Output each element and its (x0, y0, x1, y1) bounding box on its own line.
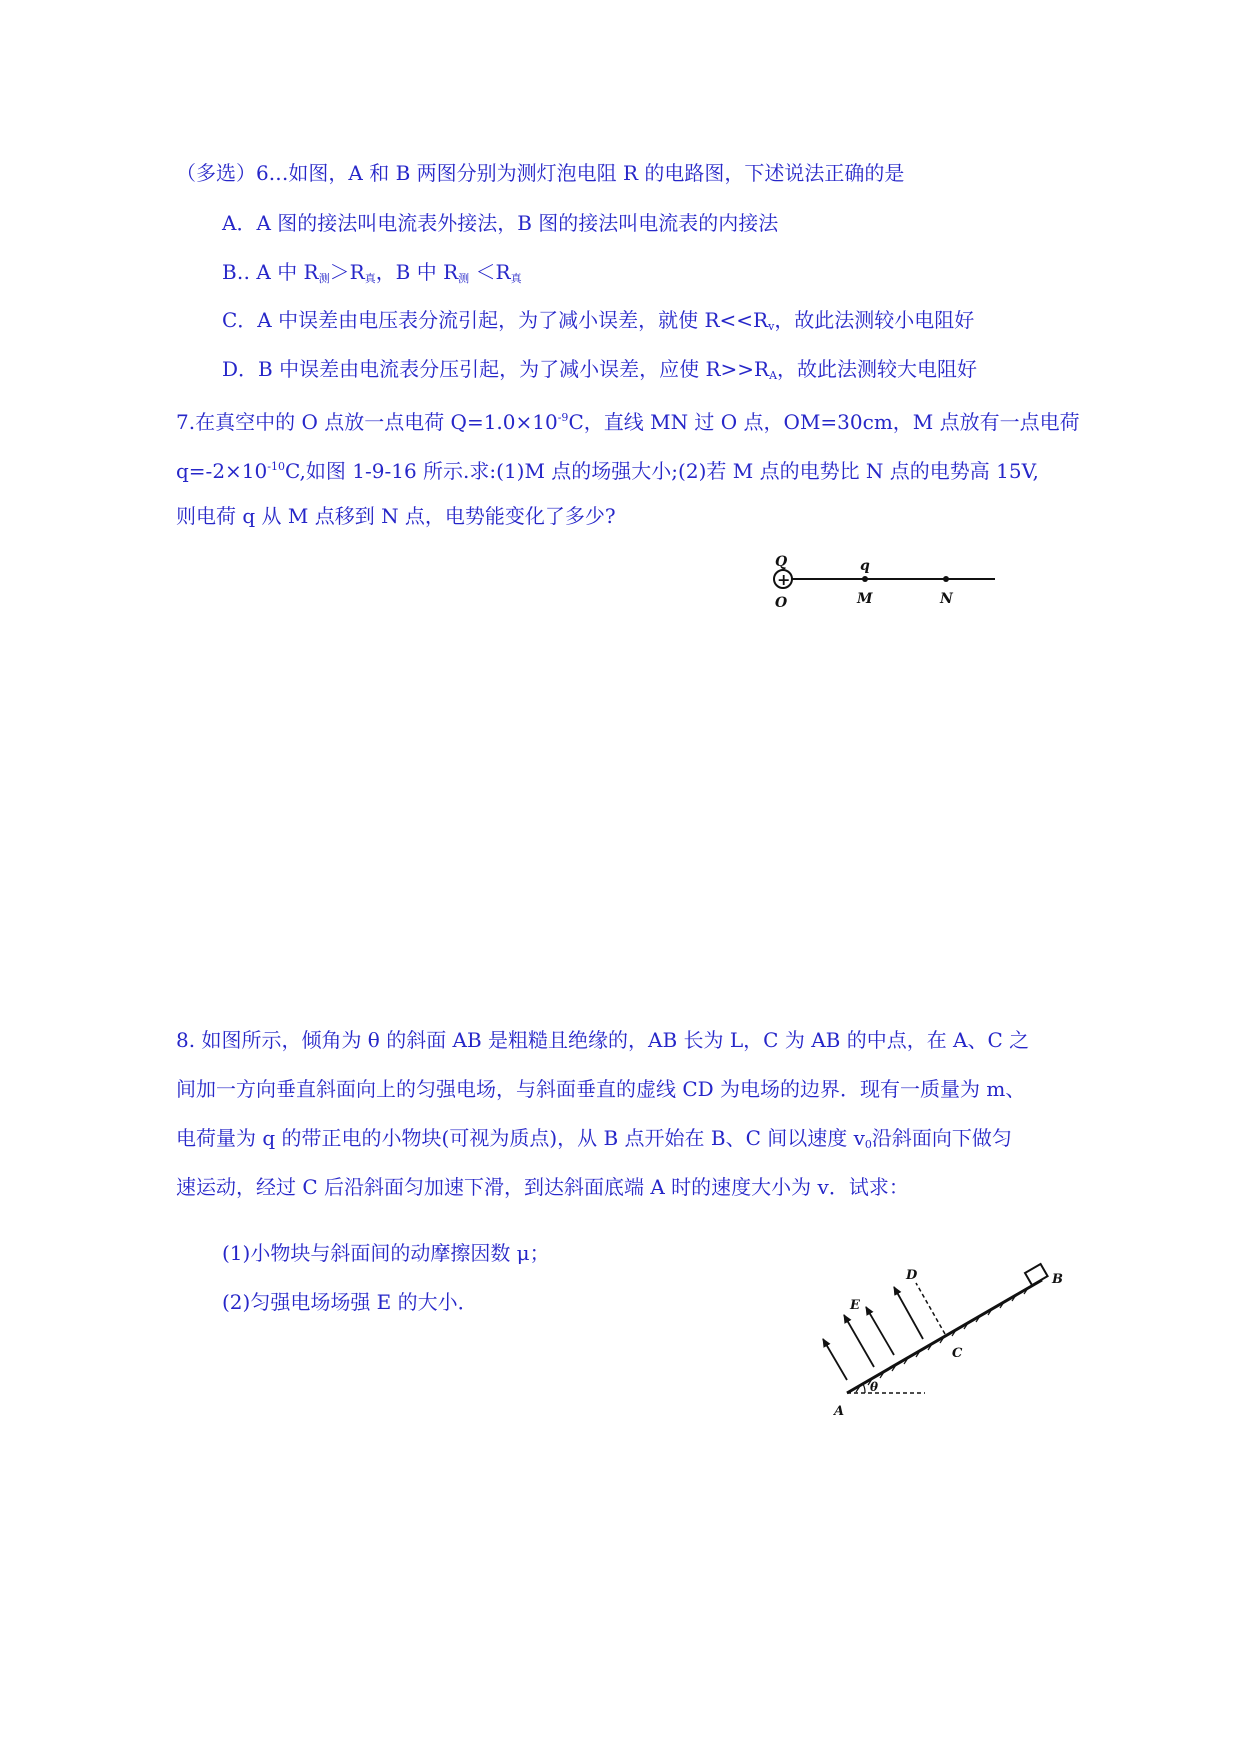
q7-line-1-lead: 7.在真空中的 O 点放一点电荷 Q=1.0×10 (176, 410, 558, 434)
q7-line-1 (176, 405, 1080, 435)
q8-figure-incline-field (820, 1245, 1100, 1420)
point-m (862, 576, 868, 582)
label-a: A (834, 1404, 845, 1419)
q8-line-3-lead: 电荷量为 q 的带正电的小物块(可视为质点)，从 B 点开始在 B、C 间以速度 v (176, 1126, 865, 1150)
label-n: N (940, 591, 953, 607)
q8-line-3 (176, 1125, 1012, 1158)
exponent: -10 (267, 460, 285, 473)
label-o: O (775, 595, 788, 611)
q8-line-1: 8. 如图所示，倾角为 θ 的斜面 AB 是粗糙且绝缘的，AB 长为 L，C 为 AB 的中点，在 A、C 之 (176, 1028, 1030, 1052)
label-m: M (857, 591, 873, 607)
label-q-big: Q (775, 554, 788, 570)
subscript-measured: 测 (458, 272, 470, 285)
q7-line-2-lead: q=-2×10 (176, 459, 268, 483)
plus-sign-label: + (777, 570, 791, 589)
q6-option-a: A．A 图的接法叫电流表外接法，B 图的接法叫电流表的内接法 (222, 211, 779, 235)
q7-line-3: 则电荷 q 从 M 点移到 N 点，电势能变化了多少? (176, 504, 616, 528)
q6-option-b-mid: ＞R (329, 260, 365, 284)
q8-subquestion-2: (2)匀强电场场强 E 的大小． (222, 1290, 478, 1314)
q6-option-c-lead: C．A 中误差由电压表分流引起，为了减小误差，就使 R<<R (222, 308, 769, 332)
angle-arc (863, 1384, 865, 1393)
q8-line-4: 速运动，经过 C 后沿斜面匀加速下滑，到达斜面底端 A 时的速度大小为 v．试求： (176, 1175, 909, 1199)
small-block (1025, 1264, 1048, 1285)
field-arrow (844, 1315, 874, 1367)
subscript-v: v (768, 320, 775, 333)
q8-line-2: 间加一方向垂直斜面向上的匀强电场，与斜面垂直的虚线 CD 为电场的边界．现有一质量为 m、 (176, 1077, 1026, 1101)
point-n (943, 576, 949, 582)
subscript-measured: 测 (318, 272, 330, 285)
q7-line-2 (176, 454, 1039, 484)
boundary-cd-dashed (916, 1283, 945, 1334)
q7-figure-point-charge-line (765, 555, 1015, 615)
field-arrow (894, 1287, 923, 1339)
q6-option-b-mid3: ＜R (469, 260, 511, 284)
label-b: B (1052, 1272, 1063, 1287)
q6-option-d-tail: ，故此法测较大电阻好 (777, 357, 978, 381)
q6-option-c-tail: ，故此法测较小电阻好 (774, 308, 975, 332)
q7-line-1-tail: C，直线 MN 过 O 点，OM=30cm，M 点放有一点电荷 (568, 410, 1080, 434)
q6-option-d-lead: D．B 中误差由电流表分压引起，为了减小误差，应使 R>>R (222, 357, 770, 381)
field-arrow (823, 1339, 847, 1380)
subscript-0: 0 (864, 1138, 872, 1151)
label-d: D (906, 1268, 918, 1283)
field-arrow (866, 1307, 894, 1355)
incline-ab (847, 1280, 1042, 1393)
q8-subquestion-1: (1)小物块与斜面间的动摩擦因数 μ； (222, 1241, 550, 1265)
subscript-true: 真 (364, 272, 376, 285)
q8-line-3-tail: 沿斜面向下做匀 (871, 1126, 1012, 1150)
exponent: -9 (557, 411, 569, 424)
label-e: E (850, 1298, 860, 1313)
q6-stem: （多选）6.‥如图，A 和 B 两图分别为测灯泡电阻 R 的电路图，下述说法正确的是 (176, 161, 905, 185)
q7-line-2-tail: C,如图 1-9-16 所示.求:(1)M 点的场强大小;(2)若 M 点的电势比 N 点的电势高 15V, (284, 459, 1039, 483)
label-c: C (952, 1346, 963, 1361)
q6-option-c (222, 307, 974, 340)
subscript-true: 真 (510, 272, 522, 285)
q6-option-d (222, 356, 977, 389)
q6-option-b-mid2: ，B 中 R (375, 260, 459, 284)
q6-option-b (222, 259, 522, 292)
subscript-a: A (769, 369, 778, 382)
q6-option-b-lead: B‥ A 中 R (222, 260, 319, 284)
label-theta: θ (870, 1380, 879, 1394)
label-q-small: q (860, 558, 870, 574)
